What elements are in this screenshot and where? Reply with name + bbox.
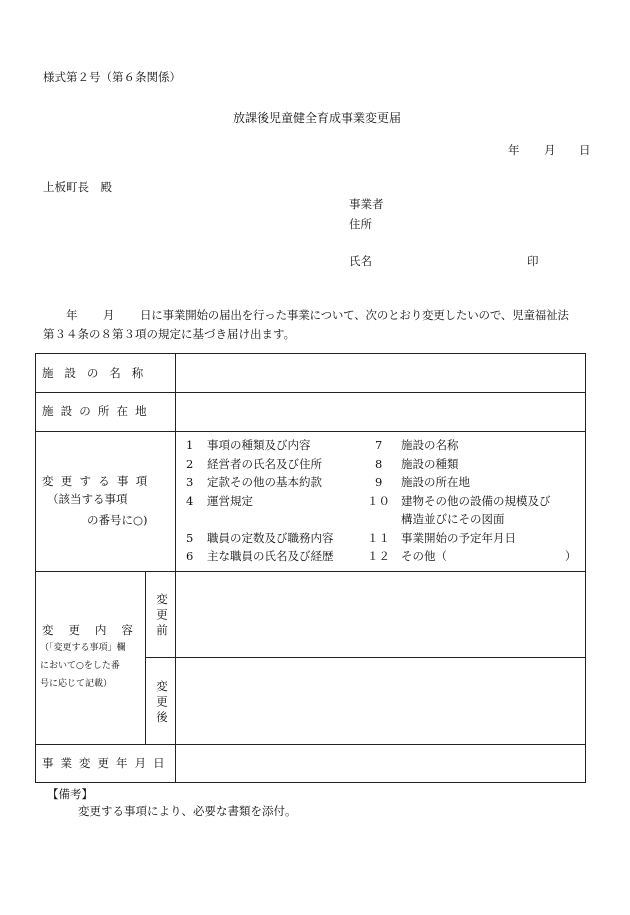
- row-divider-1: [35, 392, 586, 393]
- item-8-no[interactable]: 8: [375, 457, 383, 471]
- item-8-text: 施設の種類: [401, 457, 459, 471]
- remarks-heading: 【備考】: [47, 787, 93, 801]
- item-12-no[interactable]: １２: [367, 549, 390, 563]
- before-label: 変更前: [155, 593, 169, 640]
- item-4-text: 運営規定: [207, 494, 253, 508]
- seal-mark: 印: [527, 254, 539, 268]
- before-field[interactable]: [176, 574, 585, 656]
- change-matters-label: 変更する事項: [42, 474, 155, 488]
- change-date-field[interactable]: [176, 747, 585, 781]
- item-10-text: 建物その他の設備の規模及び: [401, 494, 551, 508]
- intro-line1: 日に事業開始の届出を行った事業について、次のとおり変更したいので、児童福祉法: [140, 308, 569, 322]
- item-12-text: その他（: [401, 549, 447, 563]
- item-5-no[interactable]: 5: [186, 531, 194, 545]
- form-id: 様式第２号（第６条関係）: [43, 70, 181, 84]
- item-2-no[interactable]: 2: [186, 457, 194, 471]
- change-date-label: 事業変更年月日: [42, 756, 172, 770]
- item-9-text: 施設の所在地: [401, 475, 470, 489]
- item-6-no[interactable]: 6: [186, 549, 194, 563]
- item-4-no[interactable]: 4: [186, 494, 194, 508]
- address-label: 住所: [349, 217, 372, 231]
- after-field[interactable]: [176, 660, 585, 743]
- change-contents-note1: （「変更する事項」欄: [40, 643, 126, 653]
- row-divider-4: [35, 744, 586, 745]
- item-3-no[interactable]: 3: [186, 475, 194, 489]
- intro-month: 月: [103, 308, 115, 322]
- item-5-text: 職員の定数及び職務内容: [207, 531, 334, 545]
- item-10-no[interactable]: １０: [367, 494, 390, 508]
- change-contents-note2: において○をした番: [40, 661, 120, 671]
- item-7-text: 施設の名称: [401, 438, 459, 452]
- item-11-text: 事業開始の予定年月日: [401, 531, 516, 545]
- facility-location-field[interactable]: [175, 395, 585, 429]
- item-2-text: 経営者の氏名及び住所: [207, 457, 322, 471]
- addressee: 上板町長 殿: [43, 180, 112, 194]
- item-9-no[interactable]: 9: [375, 475, 383, 489]
- operator-label: 事業者: [349, 197, 384, 211]
- date-month: 月: [544, 143, 556, 157]
- item-12-close: ）: [565, 549, 577, 563]
- after-label: 変更後: [155, 680, 169, 727]
- facility-location-label: 施設の所在地: [42, 404, 154, 418]
- facility-name-label: 施設の名称: [42, 366, 155, 380]
- item-3-text: 定款その他の基本約款: [207, 475, 322, 489]
- intro-line2: 第３４条の８第３項の規定に基づき届け出ます。: [43, 327, 296, 341]
- row-divider-2: [35, 431, 586, 432]
- remarks-text: 変更する事項により、必要な書類を添付。: [78, 804, 297, 818]
- change-matters-note1: （該当する事項: [47, 492, 128, 506]
- item-6-text: 主な職員の氏名及び経歴: [207, 549, 334, 563]
- date-year: 年: [508, 143, 520, 157]
- item-10-text-cont: 構造並びにその図面: [401, 512, 505, 526]
- item-1-no[interactable]: 1: [186, 438, 194, 452]
- item-7-no[interactable]: 7: [375, 438, 383, 452]
- intro-year: 年: [66, 308, 78, 322]
- before-after-divider: [145, 657, 586, 658]
- item-11-no[interactable]: １１: [367, 531, 390, 545]
- facility-name-field[interactable]: [175, 357, 585, 391]
- item-12-other-field[interactable]: [480, 548, 564, 564]
- row-divider-3: [35, 571, 586, 572]
- document-title: 放課後児童健全育成事業変更届: [233, 111, 402, 125]
- item-1-text: 事項の種類及び内容: [207, 438, 311, 452]
- change-contents-label: 変更内容: [42, 623, 148, 637]
- date-day: 日: [579, 143, 591, 157]
- change-contents-note3: 号に応じて記載）: [40, 679, 113, 689]
- change-matters-note2: の番号に○): [87, 513, 148, 527]
- name-label: 氏名: [349, 254, 372, 268]
